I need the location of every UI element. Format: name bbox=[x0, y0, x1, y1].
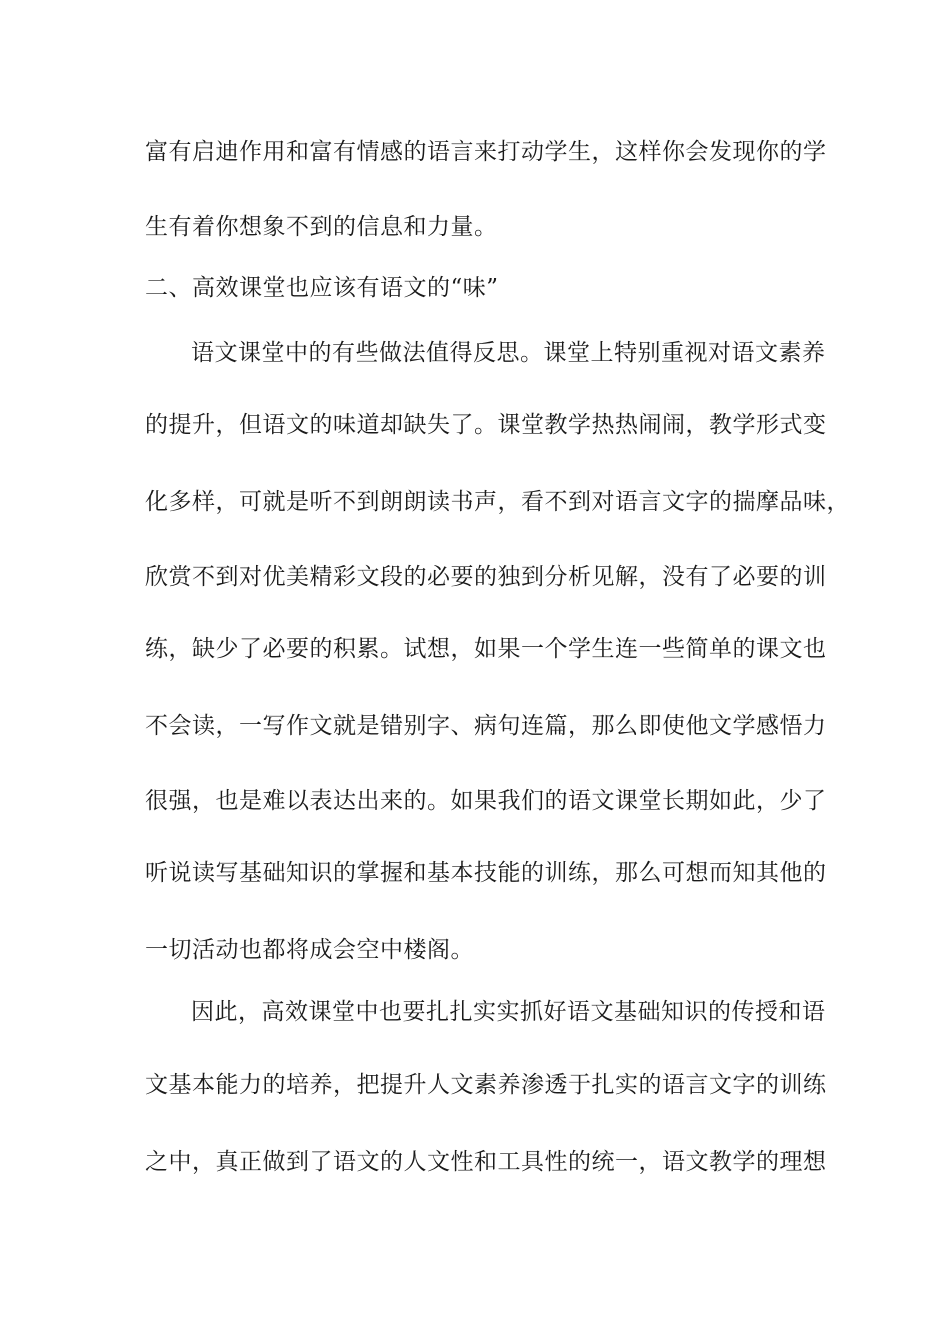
body-text-line: 富有启迪作用和富有情感的语言来打动学生，这样你会发现你的学 bbox=[145, 139, 827, 165]
body-text-line: 欣赏不到对优美精彩文段的必要的独到分析见解，没有了必要的训 bbox=[145, 564, 827, 590]
body-text-line: 的提升，但语文的味道却缺失了。课堂教学热热闹闹，教学形式变 bbox=[145, 412, 827, 438]
body-text-line: 一切活动也都将成会空中楼阁。 bbox=[145, 937, 474, 963]
body-text-line: 很强，也是难以表达出来的。如果我们的语文课堂长期如此，少了 bbox=[145, 788, 827, 814]
body-text-line: 之中，真正做到了语文的人文性和工具性的统一，语文教学的理想 bbox=[145, 1149, 827, 1175]
body-text-line: 生有着你想象不到的信息和力量。 bbox=[145, 214, 498, 240]
paragraph-first-line: 因此，高效课堂中也要扎扎实实抓好语文基础知识的传授和语 bbox=[191, 999, 826, 1025]
body-text-line: 化多样，可就是听不到朗朗读书声，看不到对语言文字的揣摩品味， bbox=[145, 489, 850, 515]
section-heading: 二、高效课堂也应该有语文的“味” bbox=[145, 275, 499, 301]
body-text-line: 听说读写基础知识的掌握和基本技能的训练，那么可想而知其他的 bbox=[145, 860, 827, 886]
paragraph-first-line: 语文课堂中的有些做法值得反思。课堂上特别重视对语文素养 bbox=[191, 340, 826, 366]
body-text-line: 练，缺少了必要的积累。试想，如果一个学生连一些简单的课文也 bbox=[145, 636, 827, 662]
body-text-line: 不会读，一写作文就是错别字、病句连篇，那么即使他文学感悟力 bbox=[145, 713, 827, 739]
body-text-line: 文基本能力的培养，把提升人文素养渗透于扎实的语言文字的训练 bbox=[145, 1072, 827, 1098]
